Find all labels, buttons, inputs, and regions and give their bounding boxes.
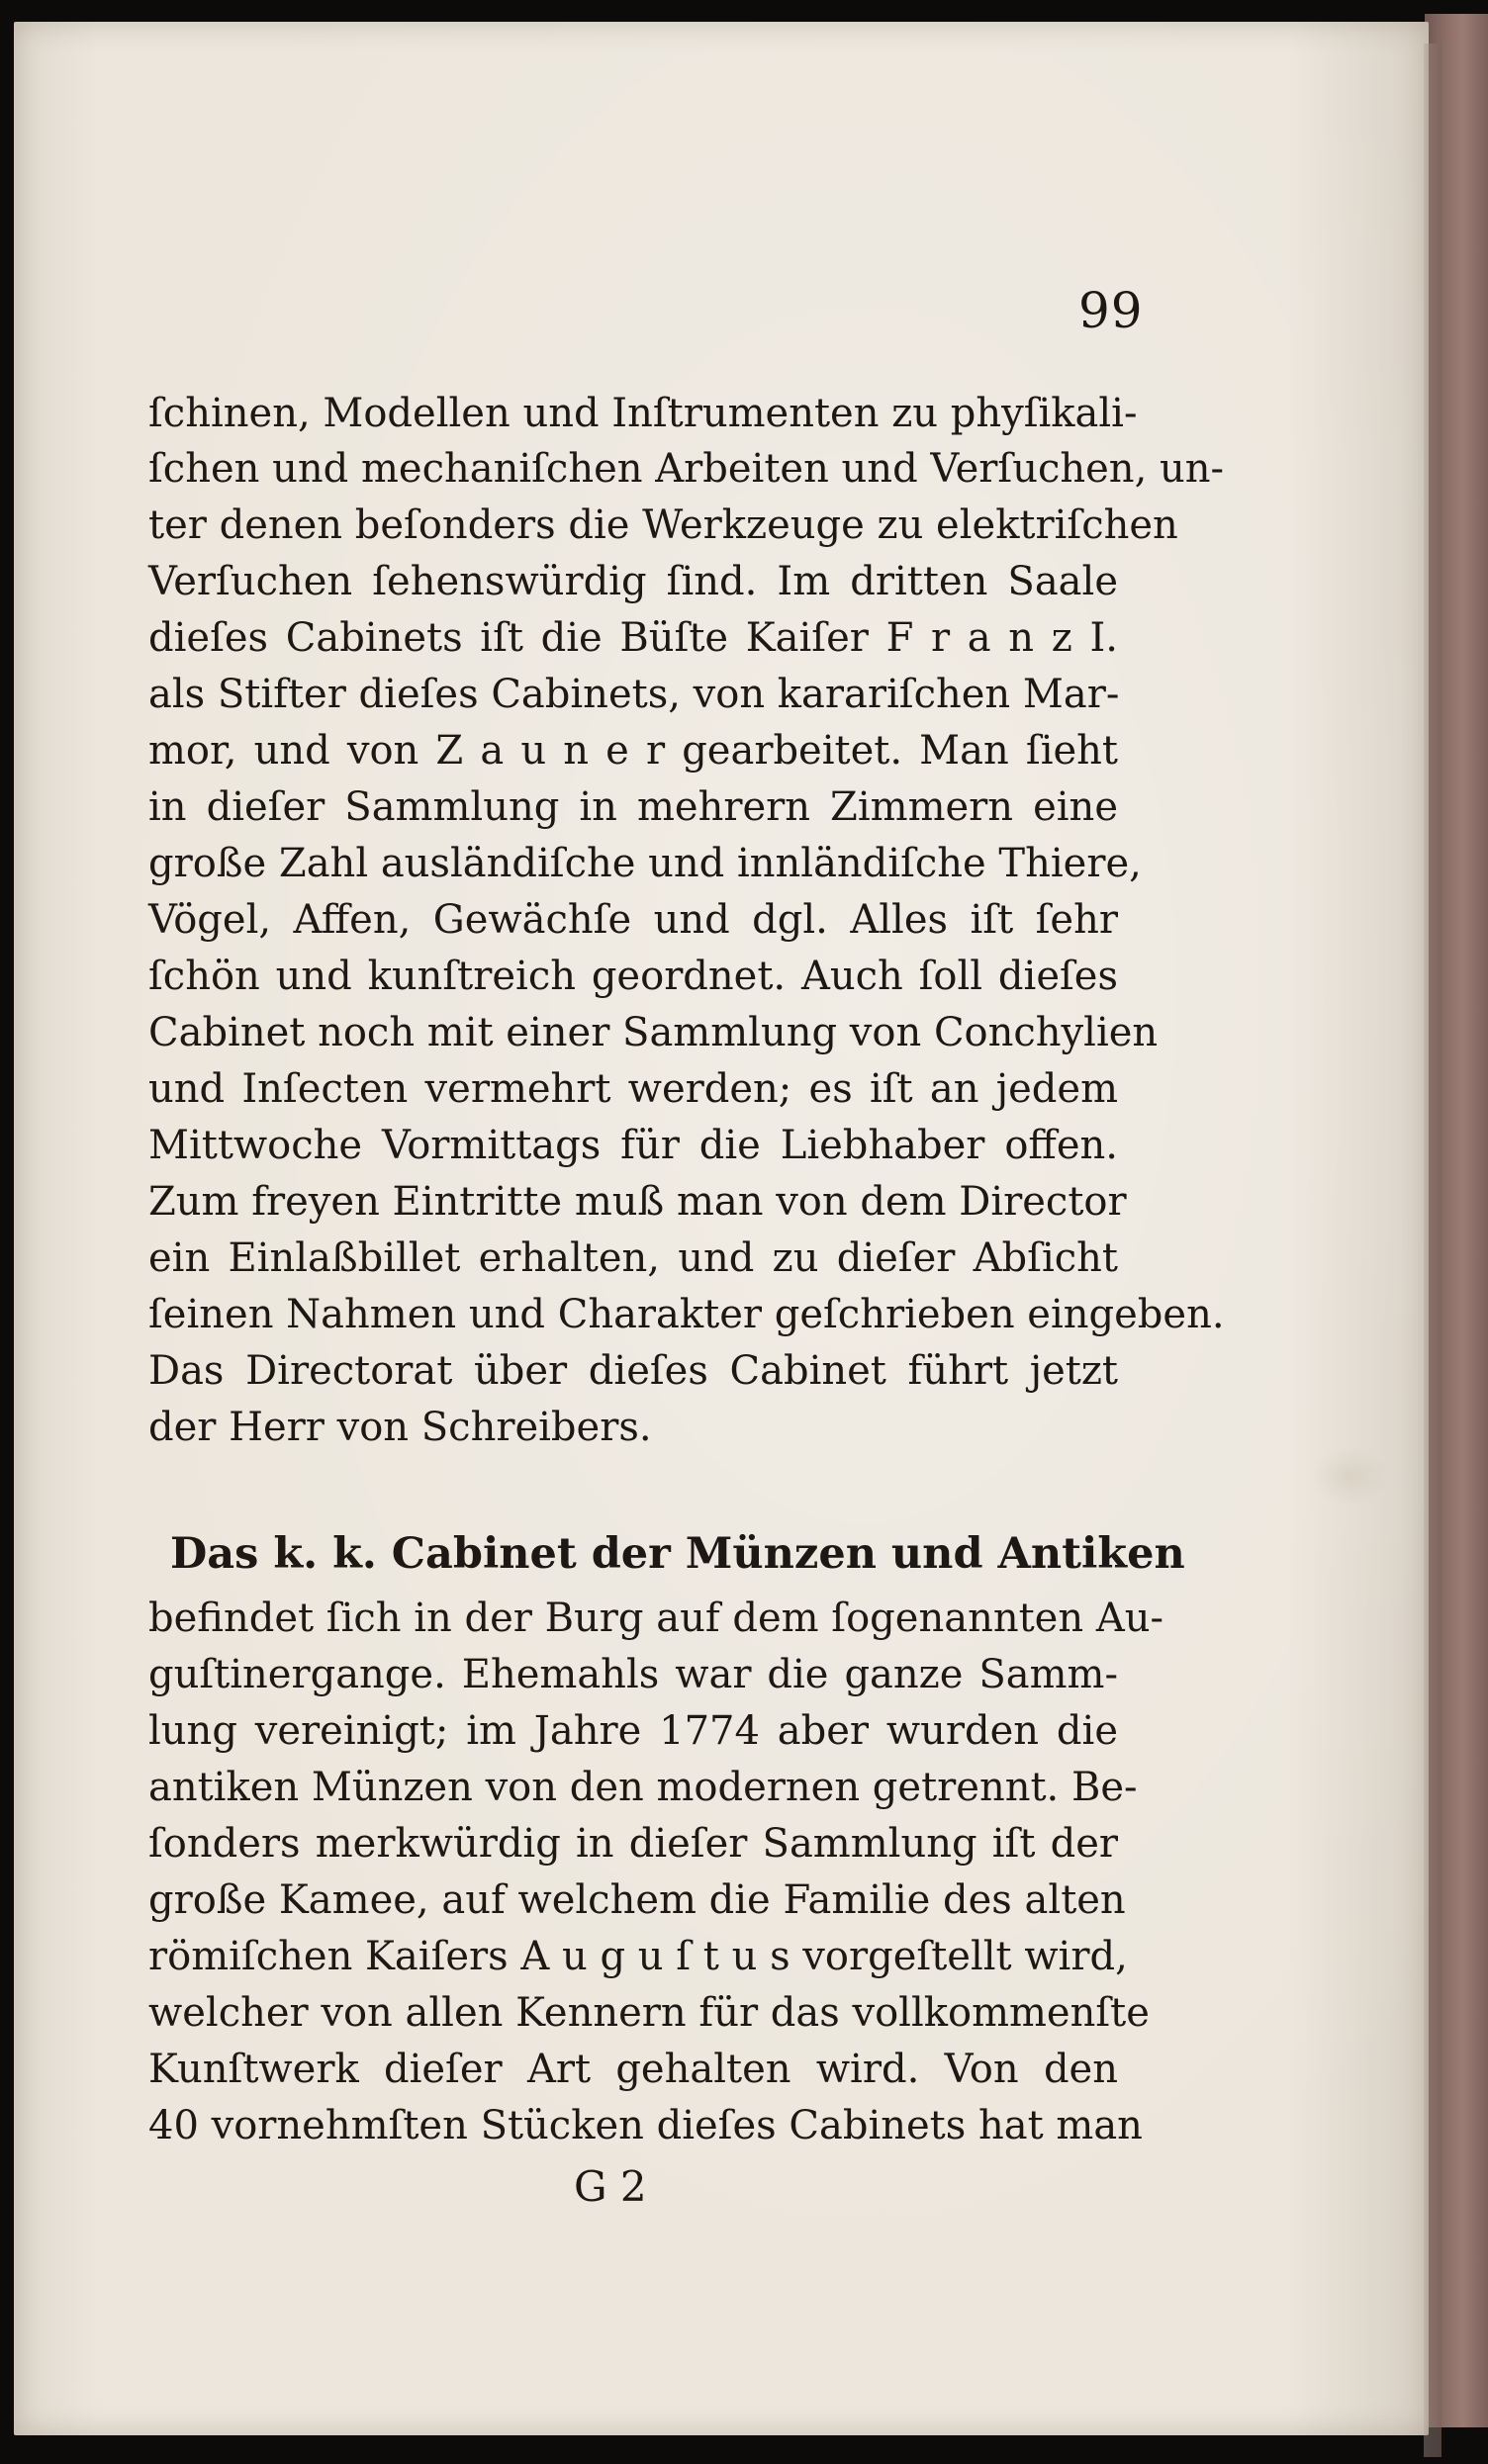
text-line: in dieſer Sammlung in mehrern Zimmern eine bbox=[148, 784, 1118, 830]
text-line: Zum freyen Eintritte muß man von dem Director bbox=[148, 1179, 1127, 1225]
text-line: ſchen und mechaniſchen Arbeiten und Verſuchen, un- bbox=[148, 446, 1225, 492]
text-line: ſchön und kunſtreich geordnet. Auch ſoll dieſes bbox=[148, 954, 1118, 999]
text-line: Vögel, Affen, Gewächſe und dgl. Alles iſt ſehr bbox=[148, 897, 1118, 943]
text-line: ter denen beſonders die Werkzeuge zu elektriſchen bbox=[148, 502, 1178, 548]
page-number: 99 bbox=[1078, 282, 1144, 339]
text-line: Cabinet noch mit einer Sammlung von Conchylien bbox=[148, 1010, 1159, 1055]
text-line: der Herr von Schreibers. bbox=[148, 1405, 652, 1450]
text-line: als Stifter dieſes Cabinets, von karariſchen Mar- bbox=[148, 672, 1120, 717]
text-line: befindet ſich in der Burg auf dem ſogenannten Au- bbox=[148, 1596, 1163, 1641]
text-line: ein Einlaßbillet erhalten, und zu dieſer Abſicht bbox=[148, 1235, 1118, 1281]
text-line: Mittwoche Vormittags für die Liebhaber offen. bbox=[148, 1123, 1118, 1168]
page-edge bbox=[1424, 44, 1442, 2457]
text-line: guſtinergange. Ehemahls war die ganze Samm- bbox=[148, 1652, 1118, 1697]
text-line: römiſchen Kaiſers A u g u ſ t u s vorgeſtellt wird, bbox=[148, 1934, 1128, 1979]
paper-stain bbox=[1310, 1446, 1389, 1506]
text-line: lung vereinigt; im Jahre 1774 aber wurden die bbox=[148, 1708, 1118, 1754]
text-line: Kunſtwerk dieſer Art gehalten wird. Von den bbox=[148, 2047, 1118, 2092]
text-line: und Inſecten vermehrt werden; es iſt an jedem bbox=[148, 1066, 1118, 1112]
text-line: große Zahl ausländiſche und innländiſche Thiere, bbox=[148, 841, 1142, 886]
text-line: ſeinen Nahmen und Charakter geſchrieben eingeben. bbox=[148, 1292, 1225, 1337]
section-heading: Das k. k. Cabinet der Münzen und Antiken bbox=[170, 1529, 1185, 1579]
text-line: welcher von allen Kennern für das vollkommenſte bbox=[148, 1990, 1150, 2036]
text-line: ſonders merkwürdig in dieſer Sammlung iſt der bbox=[148, 1821, 1118, 1867]
text-line: große Kamee, auf welchem die Familie des alten bbox=[148, 1877, 1126, 1923]
text-line: Verſuchen ſehenswürdig ſind. Im dritten Saale bbox=[148, 559, 1118, 604]
signature-mark: G 2 bbox=[574, 2162, 647, 2211]
text-line: 40 vornehmſten Stücken dieſes Cabinets hat man bbox=[148, 2103, 1143, 2148]
text-line: antiken Münzen von den modernen getrennt. Be- bbox=[148, 1765, 1138, 1810]
text-line: dieſes Cabinets iſt die Büſte Kaiſer F r a n z I. bbox=[148, 615, 1118, 661]
text-line: ſchinen, Modellen und Inſtrumenten zu phyſikali- bbox=[148, 391, 1138, 436]
text-line: mor, und von Z a u n e r gearbeitet. Man ſieht bbox=[148, 728, 1118, 774]
text-line: Das Directorat über dieſes Cabinet führt jetzt bbox=[148, 1348, 1118, 1394]
